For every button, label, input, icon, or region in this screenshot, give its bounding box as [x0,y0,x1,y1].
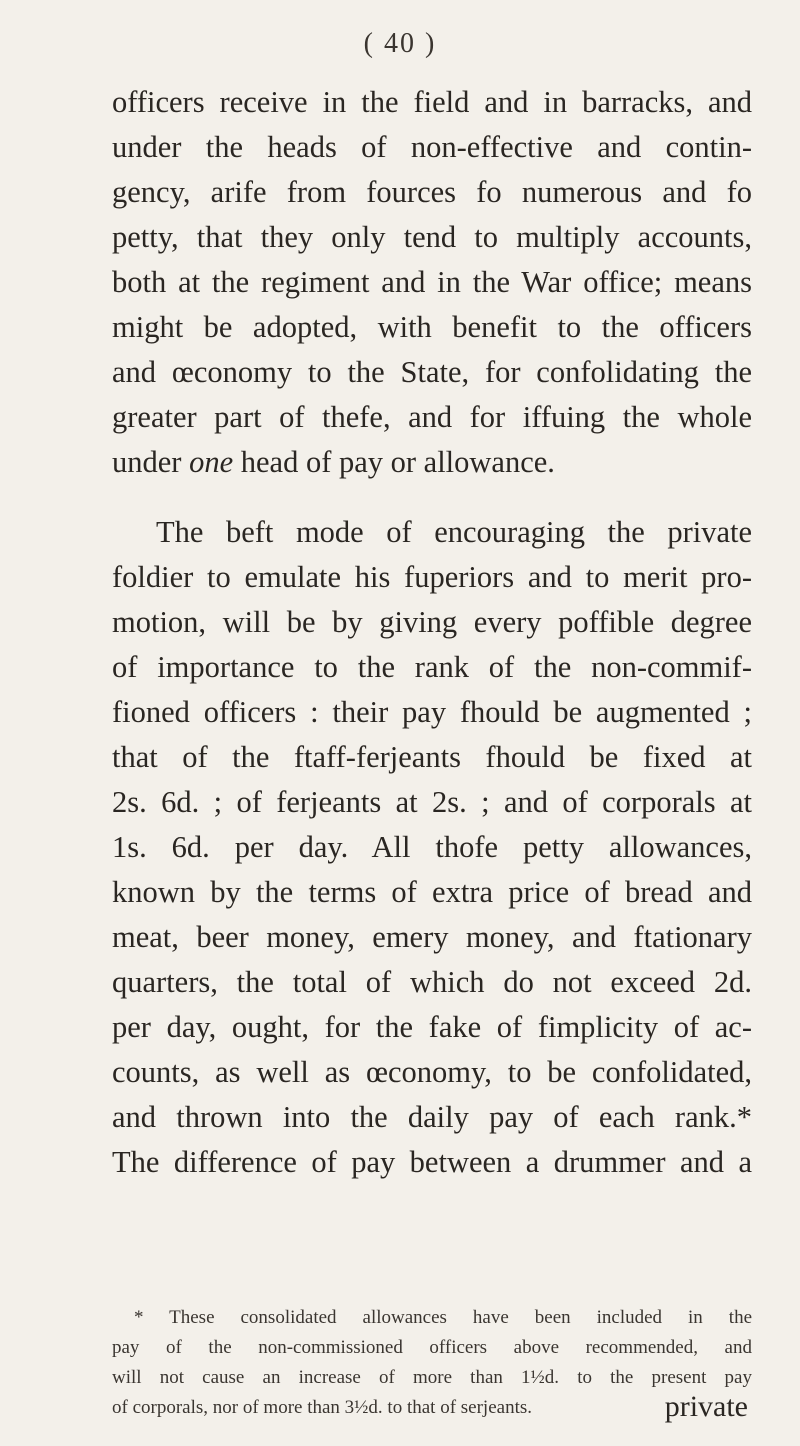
text-line: quarters, the total of which do not exceed 2d. [112,965,752,999]
text-line: gency, arife from fources fo numerous and fo [112,175,752,209]
text-line: greater part of thefe, and for iffuing the whole [112,400,752,434]
text-line: officers receive in the field and in barracks, and [112,85,752,119]
footnote [112,1303,752,1423]
text-line: per day, ought, for the fake of fimplicity of ac- [112,1010,752,1044]
text-line: petty, that they only tend to multiply accounts, [112,220,752,254]
text-line: both at the regiment and in the War office; means [112,265,752,299]
text-line: The difference of pay between a drummer and a [112,1145,752,1179]
footnote-line: of corporals, nor of more than 3½d. to that of serjeants. [112,1397,532,1418]
body-text [112,80,752,1185]
text-line: and œconomy to the State, for confolidating the [112,355,752,389]
text-line: foldier to emulate his fuperiors and to merit pro- [112,560,752,594]
text-line: motion, will be by giving every poffible degree [112,605,752,639]
text-line: might be adopted, with benefit to the officers [112,310,752,344]
page-number-header: ( 40 ) [363,28,437,59]
footnote-line: will not cause an increase of more than 1½d. to the present pay [112,1367,752,1388]
text-line: 1s. 6d. per day. All thofe petty allowances, [112,830,752,864]
text-segment: head of pay or allowance. [233,445,555,479]
paragraph-2 [112,510,752,1185]
text-line: under the heads of non-effective and contin- [112,130,752,164]
text-line: fioned officers : their pay fhould be augmented ; [112,695,752,729]
text-line: The beft mode of encouraging the private [156,515,752,549]
text-line: of importance to the rank of the non-commif- [112,650,752,684]
text-line: counts, as well as œconomy, to be confolidated, [112,1055,752,1089]
footnote-line: pay of the non-commissioned officers above recommended, and [112,1337,752,1358]
text-line: that of the ftaff-ferjeants fhould be fixed at [112,740,752,774]
catchword: private [664,1390,748,1423]
text-line: known by the terms of extra price of bread and [112,875,752,909]
text-line: meat, beer money, emery money, and ftationary [112,920,752,954]
paragraph-1 [112,80,752,485]
footnote-line: * These consolidated allowances have been included in the [134,1307,752,1328]
text-line [112,440,752,485]
text-line: 2s. 6d. ; of ferjeants at 2s. ; and of corporals at [112,785,752,819]
italic-word: one [189,445,234,479]
text-line: and thrown into the daily pay of each rank.* [112,1100,752,1134]
text-segment: under [112,445,190,479]
